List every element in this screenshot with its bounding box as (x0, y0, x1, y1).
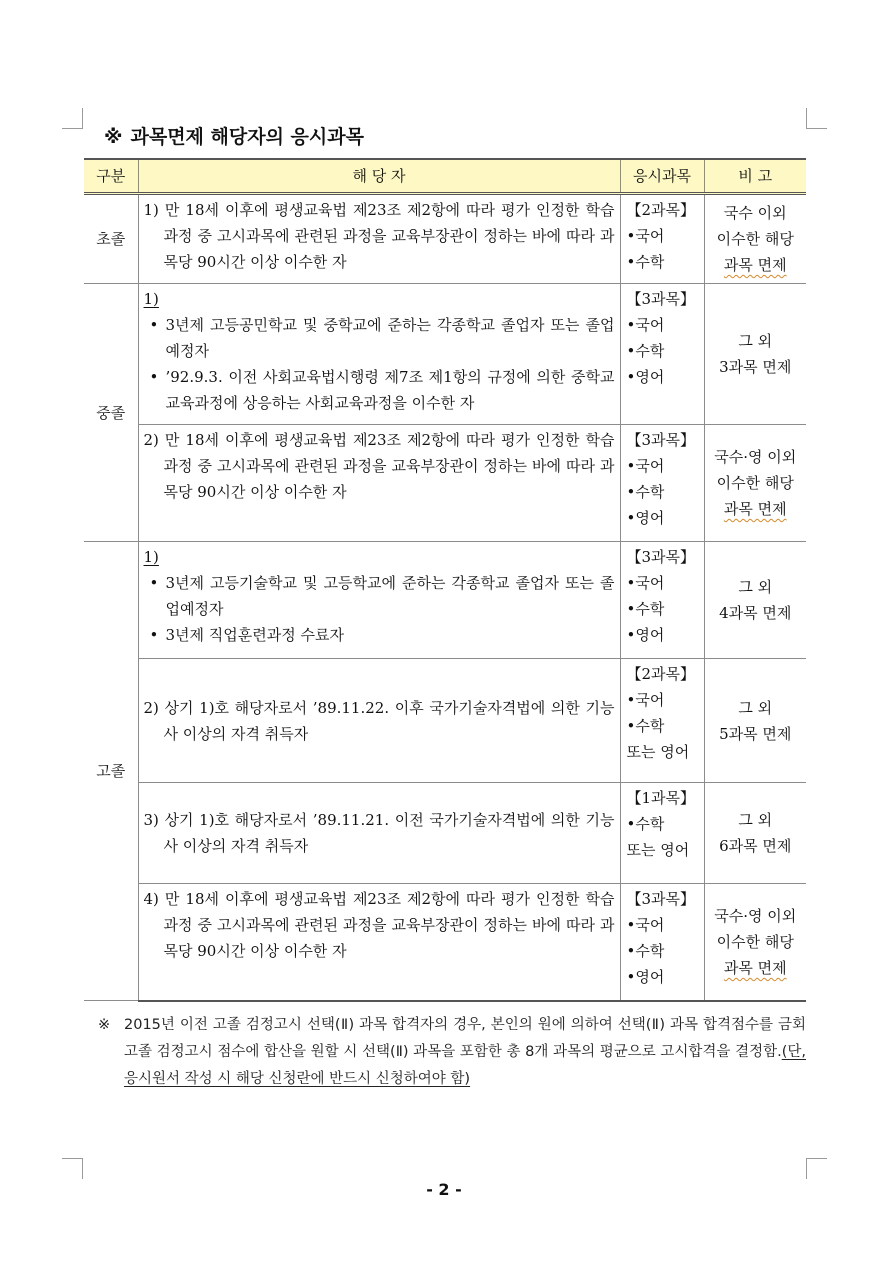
subject-item: •수학 (626, 600, 665, 618)
category-middle: 중졸 (84, 284, 138, 542)
crop-mark-bottom-right (806, 1158, 827, 1179)
subject-item: •국어 (626, 316, 665, 334)
subject-item: •국어 (626, 227, 665, 245)
applicant-cell (138, 884, 620, 1001)
subject-count: 【3과목】 (626, 548, 696, 566)
crop-mark-top-right (806, 108, 827, 129)
remark-line: 과목 면제 (723, 958, 787, 977)
remark-line: 이수한 해당 (716, 474, 794, 492)
table-row (84, 783, 806, 884)
applicant-cell (138, 194, 620, 284)
subject-item: •수학 (626, 342, 665, 360)
header-applicant: 해 당 자 (138, 159, 620, 194)
subject-item: •영어 (626, 368, 665, 386)
subjects-cell (620, 425, 704, 542)
remark-line: 국수·영 이외 (714, 906, 797, 925)
item-number: 4) (143, 890, 159, 908)
remarks-cell (704, 542, 806, 659)
bullet-item: • 3년제 고등기술학교 및 고등학교에 준하는 각종학교 졸업자 또는 졸업예정자 (144, 570, 615, 622)
remark-line: 과목 면제 (723, 500, 787, 518)
subject-item: •수학 (626, 942, 665, 960)
subject-item: •수학 (626, 483, 665, 501)
bullet-item: • ’92.9.3. 이전 사회교육법시행령 제7조 제1항의 규정에 의한 중학교 교육과정에 상응하는 사회교육과정을 이수한 자 (144, 364, 615, 416)
subject-item: 또는 영어 (626, 743, 690, 761)
exemption-table (84, 158, 806, 1002)
applicant-cell (138, 783, 620, 884)
remark-line: 이수한 해당 (716, 230, 794, 248)
table-row (84, 284, 806, 425)
item-text: 상기 1)호 해당자로서 ’89.11.21. 이전 국가기술자격법에 의한 기능사 이상의 자격 취득자 (163, 811, 615, 855)
subject-item: •수학 (626, 717, 665, 735)
applicant-text (144, 427, 615, 505)
item-number: 2) (143, 431, 159, 449)
remark-line: 국수 이외 (723, 204, 787, 222)
table-row (84, 659, 806, 783)
subjects-cell (620, 542, 704, 659)
subject-item: •국어 (626, 691, 665, 709)
subject-item: •국어 (626, 916, 665, 934)
applicant-cell (138, 284, 620, 425)
bullet-item: • 3년제 직업훈련과정 수료자 (144, 622, 615, 648)
subject-item: •수학 (626, 815, 665, 833)
subject-count: 【3과목】 (626, 431, 696, 449)
subjects-cell (620, 284, 704, 425)
remarks-cell (704, 284, 806, 425)
subject-count: 【2과목】 (626, 665, 696, 683)
subject-count: 【3과목】 (626, 890, 696, 908)
crop-mark-top-left (62, 108, 83, 129)
item-text: 만 18세 이후에 평생교육법 제23조 제2항에 따라 평가 인정한 학습 과정 중 고시과목에 관련된 과정을 교육부장관이 정하는 바에 따라 과목당 90시간 이상 이수한 자 (163, 431, 615, 501)
item-text: 만 18세 이후에 평생교육법 제23조 제2항에 따라 평가 인정한 학습 과정 중 고시과목에 관련된 과정을 교육부장관이 정하는 바에 따라 과목당 90시간 이상 이수한 자 (163, 201, 615, 271)
reference-mark-icon: ※ (104, 126, 123, 148)
table-row (84, 542, 806, 659)
applicant-text (144, 886, 615, 964)
item-number: 1) (143, 548, 159, 566)
reference-mark-icon: ※ (98, 1017, 111, 1033)
category-high: 고졸 (84, 542, 138, 1001)
item-number: 3) (143, 811, 159, 829)
subject-item: •수학 (626, 253, 665, 271)
applicant-text (144, 807, 615, 859)
subjects-cell (620, 783, 704, 884)
subjects-cell (620, 194, 704, 284)
subject-item: •영어 (626, 509, 665, 527)
subject-item: •영어 (626, 968, 665, 986)
applicant-cell (138, 659, 620, 783)
remarks-cell (704, 425, 806, 542)
remark-line: 6과목 면제 (719, 837, 792, 855)
subject-count: 【3과목】 (626, 290, 696, 308)
item-text: 상기 1)호 해당자로서 ’89.11.22. 이후 국가기술자격법에 의한 기능사 이상의 자격 취득자 (163, 698, 615, 743)
header-subjects: 응시과목 (620, 159, 704, 194)
applicant-cell (138, 425, 620, 542)
remark-line: 그 외 (738, 698, 773, 717)
footnote-underlined: (단, 응시원서 작성 시 해당 신청란에 반드시 신청하여야 함) (124, 1044, 806, 1087)
item-number: 2) (143, 698, 159, 717)
remark-line: 3과목 면제 (719, 358, 792, 376)
table-header-row (84, 159, 806, 194)
header-remarks: 비 고 (704, 159, 806, 194)
subject-item: 또는 영어 (626, 841, 690, 859)
table-row (84, 194, 806, 284)
subjects-cell (620, 659, 704, 783)
applicant-cell (138, 542, 620, 659)
section-title (104, 122, 364, 149)
subject-item: •영어 (626, 626, 665, 644)
footnote-text (124, 1012, 806, 1093)
subject-item: •국어 (626, 574, 665, 592)
applicant-text (144, 695, 615, 747)
remark-line: 그 외 (738, 332, 773, 350)
remark-line: 그 외 (738, 578, 773, 596)
bullet-item: • 3년제 고등공민학교 및 중학교에 준하는 각종학교 졸업자 또는 졸업예정자 (144, 312, 615, 364)
remark-line: 과목 면제 (723, 256, 787, 274)
remarks-cell (704, 783, 806, 884)
remarks-cell (704, 659, 806, 783)
subject-count: 【2과목】 (626, 201, 696, 219)
item-text: 만 18세 이후에 평생교육법 제23조 제2항에 따라 평가 인정한 학습 과정 중 고시과목에 관련된 과정을 교육부장관이 정하는 바에 따라 과목당 90시간 이상 이수한 자 (163, 890, 615, 960)
table-row (84, 425, 806, 542)
footnote (98, 1012, 806, 1093)
subject-item: •국어 (626, 457, 665, 475)
table-row (84, 884, 806, 1001)
header-category: 구분 (84, 159, 138, 194)
footnote-main: 2015년 이전 고졸 검정고시 선택(Ⅱ) 과목 합격자의 경우, 본인의 원에 의하여 선택(Ⅱ) 과목 합격점수를 금회 고졸 검정고시 점수에 합산을 원할 시 선택(Ⅱ) 과목을 포함한 총 8개 과목의 평균으로 고시합격을 결정함. (124, 1017, 806, 1060)
page-number: - 2 - (426, 1180, 462, 1199)
item-number: 1) (143, 290, 159, 308)
applicant-text (144, 197, 615, 275)
subjects-cell (620, 884, 704, 1001)
crop-mark-bottom-left (62, 1158, 83, 1179)
remark-line: 그 외 (738, 811, 773, 829)
remark-line: 5과목 면제 (719, 724, 792, 743)
remark-line: 이수한 해당 (716, 932, 794, 951)
remark-line: 국수·영 이외 (714, 448, 797, 466)
category-elementary: 초졸 (84, 194, 138, 284)
remarks-cell (704, 194, 806, 284)
remarks-cell (704, 884, 806, 1001)
subject-count: 【1과목】 (626, 789, 696, 807)
remark-line: 4과목 면제 (719, 604, 792, 622)
item-number: 1) (143, 201, 159, 219)
section-title-text: 과목면제 해당자의 응시과목 (130, 126, 364, 148)
